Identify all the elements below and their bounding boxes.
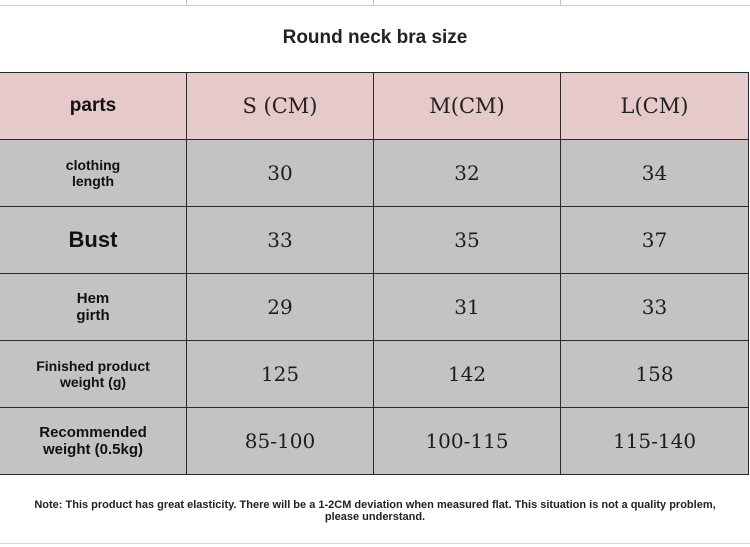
value-cell: 158 [561, 341, 749, 408]
value-cell: 31 [374, 274, 561, 341]
strip-divider [186, 0, 187, 5]
value-cell: 37 [561, 207, 749, 274]
value-cell: 33 [561, 274, 749, 341]
header-size-l: L(CM) [561, 73, 749, 140]
note-text: Note: This product has great elasticity. There will be a 1-2CM deviation when measured flat. This situation is not a quality problem, please understand. [34, 499, 716, 523]
divider [0, 543, 750, 544]
value-cell: 30 [187, 140, 374, 207]
header-size-m: M(CM) [374, 73, 561, 140]
row-label: Finished product weight (g) [0, 341, 187, 408]
header-parts: parts [0, 73, 187, 140]
page-title: Round neck bra size [282, 27, 468, 48]
strip-divider [560, 0, 561, 5]
table-row [0, 408, 749, 475]
value-cell: 125 [187, 341, 374, 408]
value-cell: 85-100 [187, 408, 374, 475]
value-cell: 35 [374, 207, 561, 274]
value-cell: 100-115 [374, 408, 561, 475]
size-table [0, 72, 749, 475]
value-cell: 32 [374, 140, 561, 207]
value-cell: 33 [187, 207, 374, 274]
value-cell: 142 [374, 341, 561, 408]
row-label: Recommended weight (0.5kg) [0, 408, 187, 475]
value-cell: 29 [187, 274, 374, 341]
row-label: Bust [0, 207, 187, 274]
row-label: Hem girth [0, 274, 187, 341]
header-size-s: S (CM) [187, 73, 374, 140]
value-cell: 34 [561, 140, 749, 207]
table-row [0, 140, 749, 207]
header-row [0, 73, 749, 140]
table-row [0, 207, 749, 274]
top-strip [0, 0, 750, 6]
row-label: clothing length [0, 140, 187, 207]
value-cell: 115-140 [561, 408, 749, 475]
strip-divider [373, 0, 374, 5]
table-row [0, 341, 749, 408]
table-row [0, 274, 749, 341]
